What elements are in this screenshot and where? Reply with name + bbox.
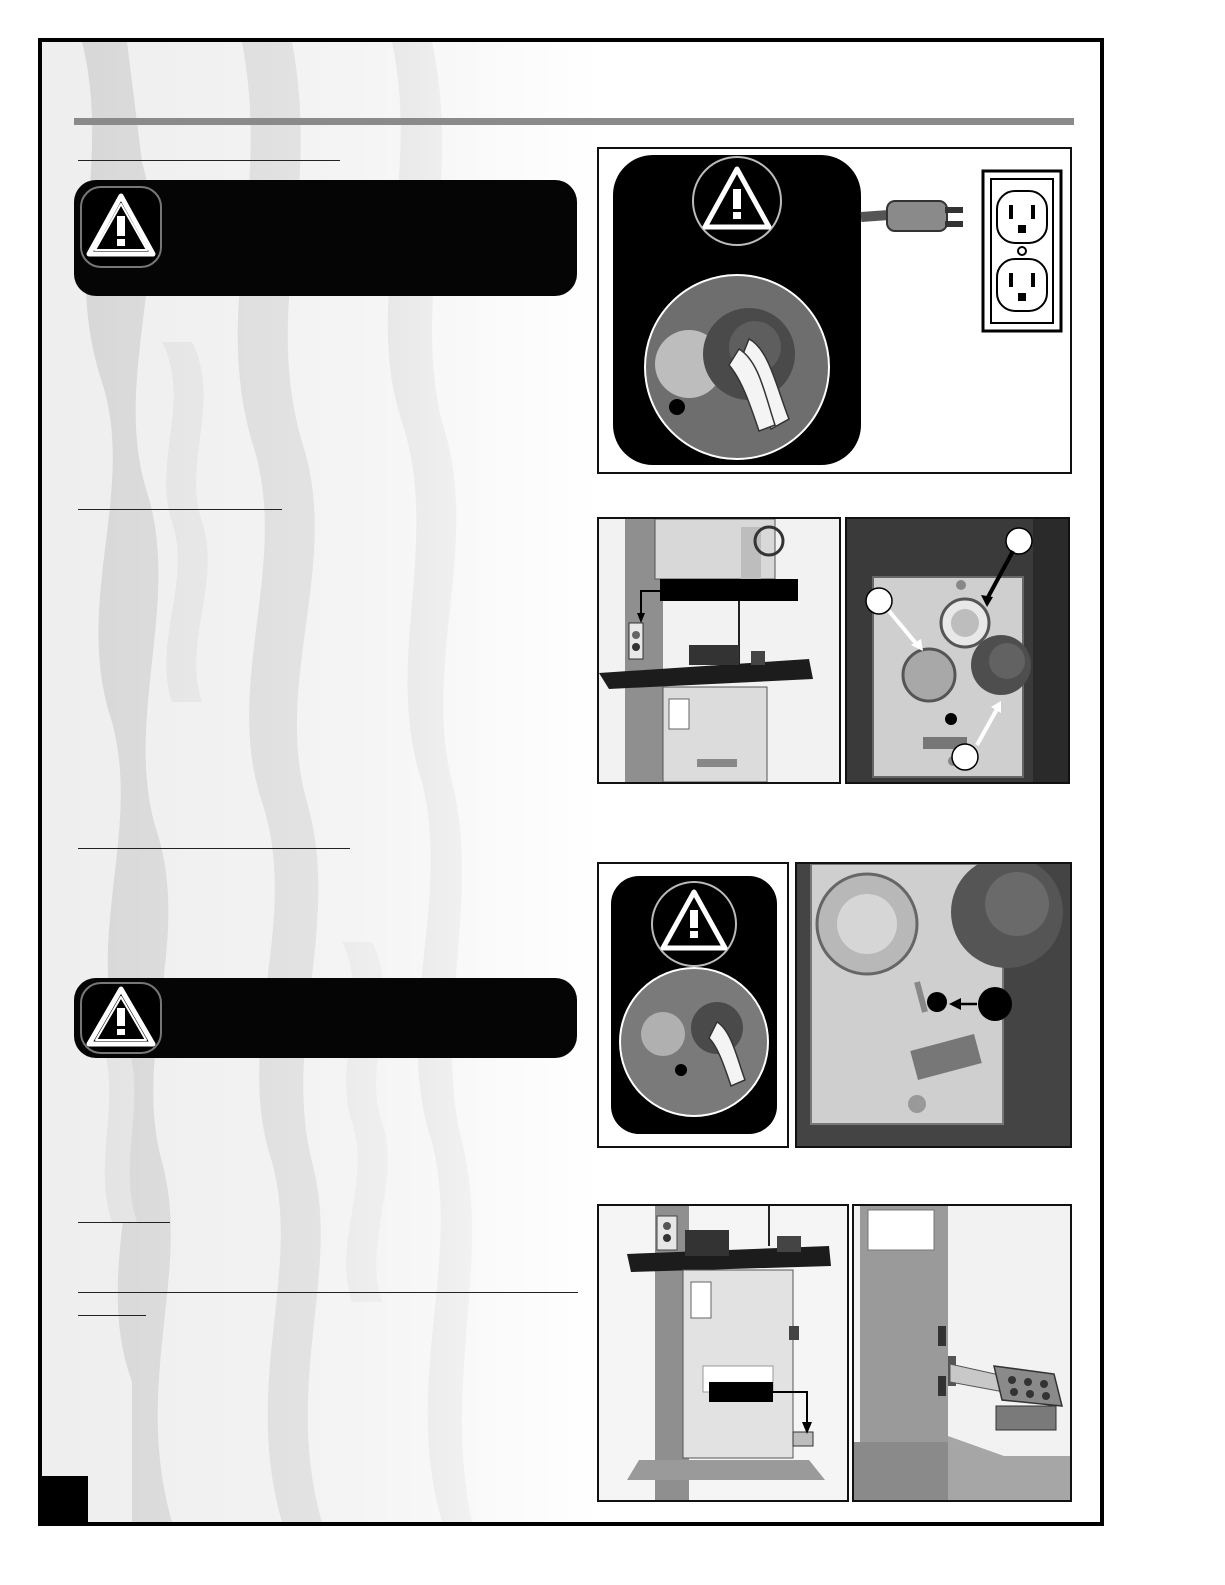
switch-panel-callout: [660, 579, 798, 601]
figure-reset-warning: [597, 862, 789, 1148]
warning-triangle-icon: [652, 882, 736, 966]
section-heading-4: [78, 1222, 170, 1223]
page-number-tab: [42, 1476, 88, 1522]
stop-button-photo: [645, 275, 829, 459]
section-heading-5: [78, 1292, 578, 1293]
wall-outlet-icon: [983, 171, 1061, 331]
page-frame: [38, 38, 1104, 1526]
warning-triangle-icon: [80, 982, 162, 1054]
figure-reset-button-closeup: [795, 862, 1072, 1148]
section-heading-5-continued: [78, 1315, 146, 1316]
section-heading-1: [78, 160, 340, 161]
figure-bandsaw-foot-brake: [597, 1204, 849, 1502]
foot-brake-callout: [709, 1382, 773, 1402]
callout-arrow-icon: [637, 585, 667, 625]
warning-box-1: [74, 180, 577, 296]
power-plug-icon: [861, 201, 963, 231]
warning-box-2: [74, 978, 577, 1058]
figure-unplug-stop: [597, 147, 1072, 474]
header-rule: [74, 118, 1074, 125]
warning-triangle-icon: [693, 157, 781, 245]
section-heading-2: [78, 509, 282, 510]
section-heading-3: [78, 848, 350, 849]
figure-foot-brake-closeup: [852, 1204, 1072, 1502]
warning-triangle-icon: [80, 186, 162, 268]
figure-switch-panel-closeup: [845, 517, 1070, 784]
callout-arrow-icon: [771, 1388, 815, 1438]
figure-bandsaw-switch-location: [597, 517, 841, 784]
